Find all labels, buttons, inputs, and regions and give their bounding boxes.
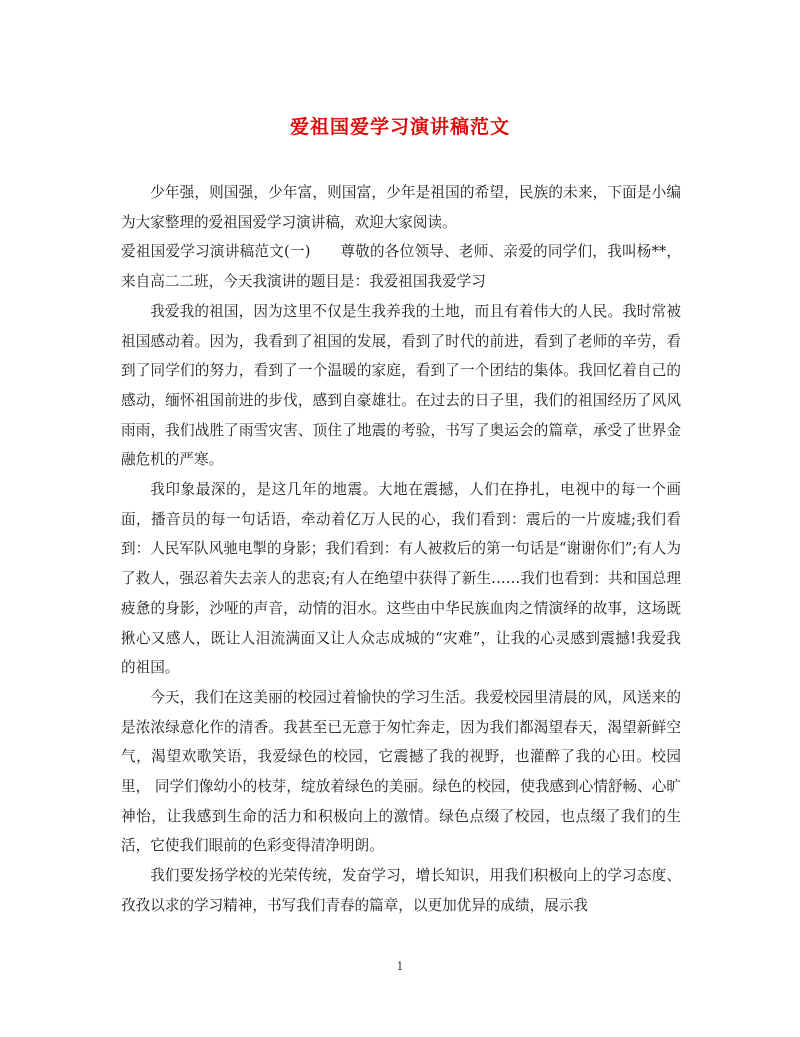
paragraph-study: 我们要发扬学校的光荣传统，发奋学习，增长知识，用我们积极向上的学习态度、孜孜以求的学习精神，书写我们青春的篇章，以更加优异的成绩，展示我: [121, 867, 681, 914]
document-title: 爱祖国爱学习演讲稿范文: [289, 116, 510, 138]
paragraph-intro: 少年强，则国强，少年富，则国富，少年是祖国的希望，民族的未来，下面是小编为大家整理的爱祖国爱学习演讲稿，欢迎大家阅读。: [121, 184, 681, 231]
paragraph-speech-heading: 爱祖国爱学习演讲稿范文(一) 尊敬的各位领导、老师、亲爱的同学们，我叫杨**，来自高二二班，今天我演讲的题目是：我爱祖国我爱学习: [121, 243, 681, 291]
paragraph-love-motherland: 我爱我的祖国，因为这里不仅是生我养我的土地，而且有着伟大的人民。我时常被祖国感动着。因为，我看到了祖国的发展，看到了时代的前进，看到了老师的辛劳，看到了同学们的努力，看到了一个温暖的家庭，看到了一个团结的集体。我回忆着自己的 感动，缅怀祖国前进的步伐，感到自豪雄壮。在过去的日子里，我们的祖国经历了风风雨雨，我们战胜了雨雪灾害、顶住了地震的考验，书写了奥运会的篇章，承受了世界金融危机的严寒。: [121, 302, 681, 469]
paragraph-earthquake: 我印象最深的，是这几年的地震。大地在震撼，人们在挣扎，电视中的每一个画面，播音员的每一句话语，牵动着亿万人民的心，我们看到：震后的一片废墟;我们看到：人民军队风驰电掣的身影；我们看到：有人被救后的第一句话是“谢谢你们”;有人为了救人，强忍着失去亲人的悲哀;有人在绝望中获得了新生……我们也看到：共和国总理疲惫的身影，沙哑的声音，动情的泪水。这些由中华民族血肉之情演绎的故事，这场既揪心又感人，既让人泪流满面又让人众志成城的“灾难”，让我的心灵感到震撼!我爱我的祖国。: [121, 481, 681, 677]
page-number: 1: [396, 960, 404, 973]
document-body: [121, 178, 681, 921]
paragraph-campus: 今天，我们在这美丽的校园过着愉快的学习生活。我爱校园里清晨的风，风送来的是浓浓绿意化作的清香。我甚至已无意于匆忙奔走，因为我们都渴望春天，渴望新鲜空气，渴望欢歌笑语，我爱绿色的校园，它震撼了我的视野，也灌醉了我的心田。校园里， 同学们像幼小的枝芽，绽放着绿色的美丽。绿色的校园，使我感到心情舒畅、心旷神怡，让我感到生命的活力和积极向上的激情。绿色点缀了校园，也点缀了我们的生活，它使我们眼前的色彩变得清净明朗。: [121, 688, 681, 855]
